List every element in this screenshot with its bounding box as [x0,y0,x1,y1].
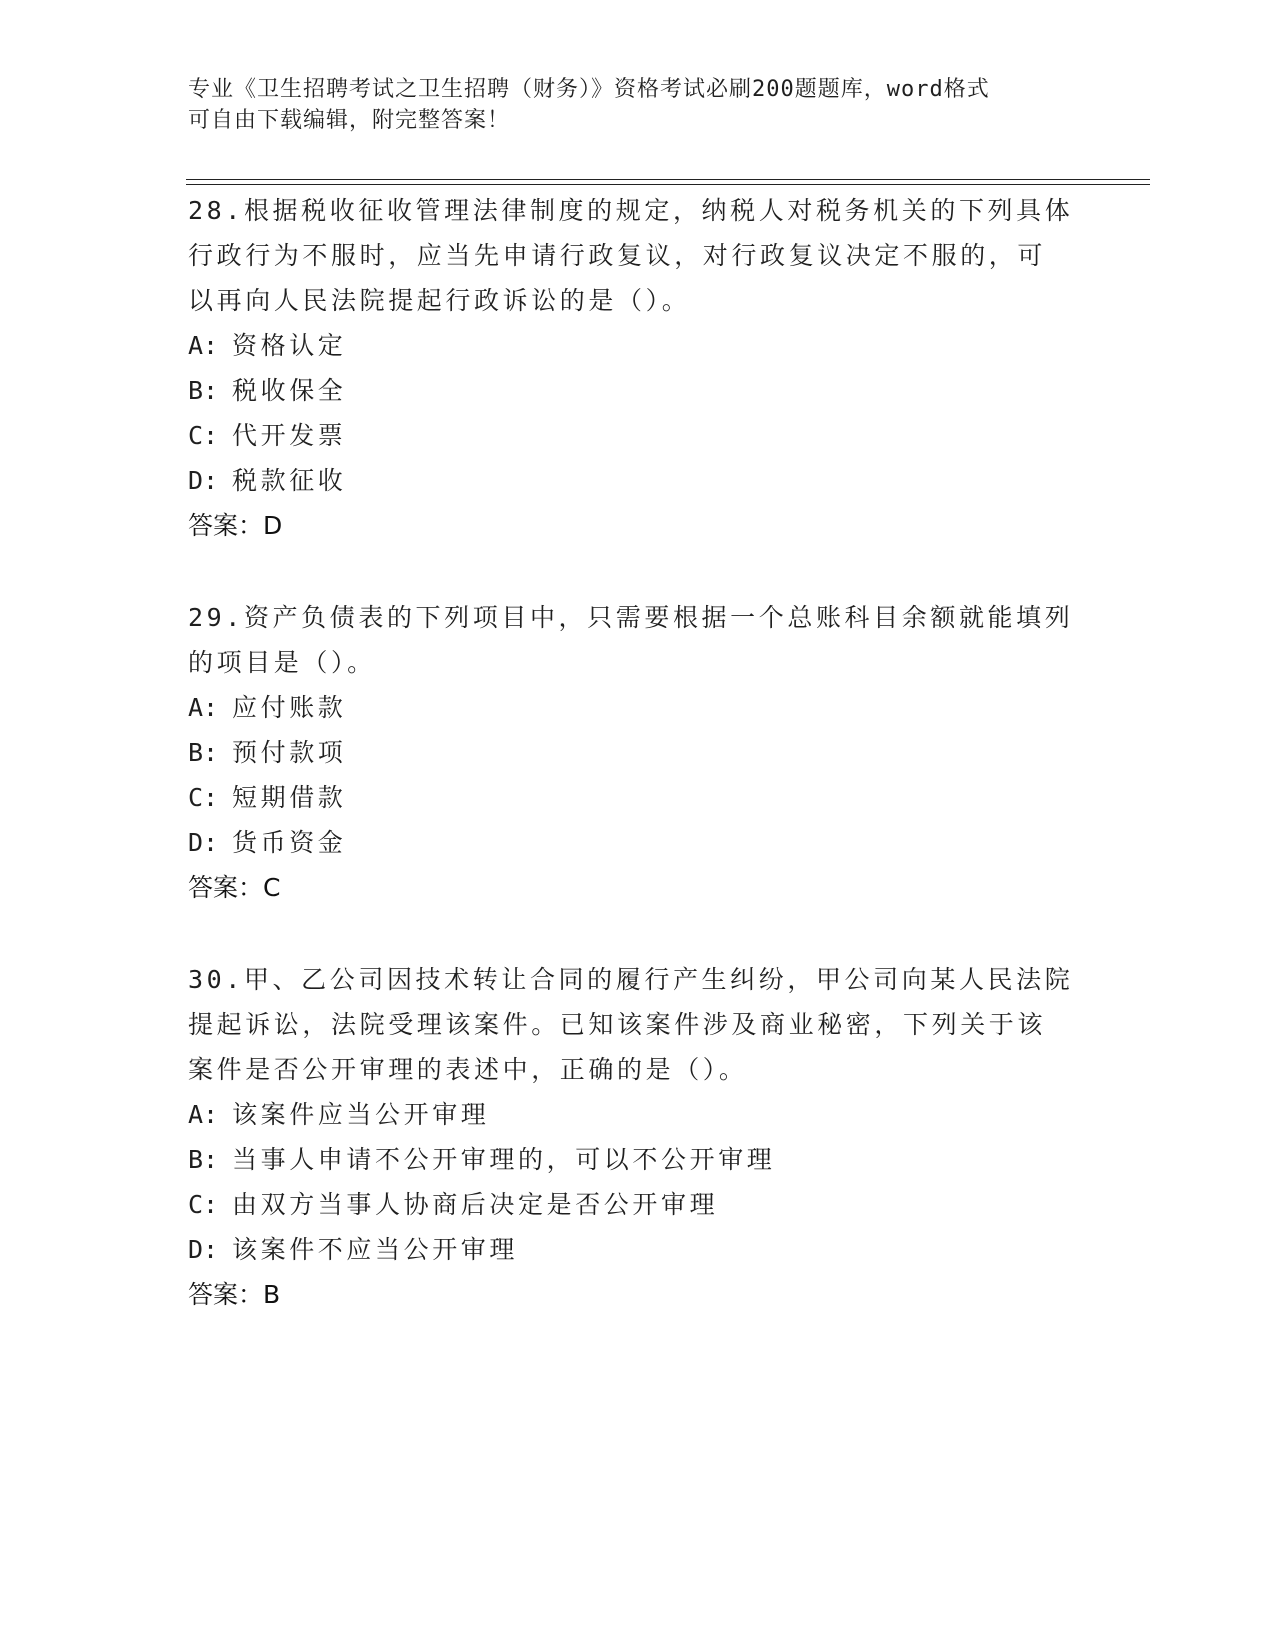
option-text: 代开发票 [232,421,347,450]
option-text: 预付款项 [232,738,347,767]
option-c [188,775,1088,820]
option-text: 应付账款 [232,693,347,722]
option-d [188,820,1088,865]
option-d [188,1227,1088,1272]
option-text: 货币资金 [232,828,347,857]
option-letter: A: [188,1100,219,1129]
answer-label: 答案：C [188,873,281,902]
option-b [188,1137,1088,1182]
answer-label: 答案：D [188,511,283,540]
option-b [188,368,1088,413]
option-text: 短期借款 [232,783,347,812]
option-b [188,730,1088,775]
option-letter: D: [188,1235,219,1264]
option-text: 税款征收 [232,466,347,495]
option-letter: A: [188,331,219,360]
question-stem-line: 29.资产负债表的下列项目中，只需要根据一个总账科目余额就能填列 [188,603,1074,632]
option-c [188,413,1088,458]
option-letter: C: [188,1190,219,1219]
option-letter: C: [188,783,219,812]
question-stem-line: 30.甲、乙公司因技术转让合同的履行产生纠纷，甲公司向某人民法院 [188,965,1074,994]
question-stem-line: 28.根据税收征收管理法律制度的规定，纳税人对税务机关的下列具体 [188,196,1074,225]
option-letter: A: [188,693,219,722]
header-title-line-1: 专业《卫生招聘考试之卫生招聘（财务）》资格考试必刷200题题库，word格式 [188,77,990,102]
option-text: 当事人申请不公开审理的，可以不公开审理 [232,1145,776,1174]
option-a [188,323,1088,368]
header-divider-bottom [186,184,1150,185]
header-title-line-2: 可自由下载编辑，附完整答案！ [188,108,511,133]
option-c [188,1182,1088,1227]
option-letter: C: [188,421,219,450]
question-28 [188,188,1088,548]
question-list [188,188,1088,1317]
option-text: 资格认定 [232,331,347,360]
option-d [188,458,1088,503]
question-spacer [188,910,1088,957]
question-30 [188,957,1088,1317]
answer-label: 答案：B [188,1280,281,1309]
question-stem-line: 案件是否公开审理的表述中，正确的是（）。 [188,1055,748,1084]
question-29 [188,595,1088,910]
option-a [188,1092,1088,1137]
option-letter: B: [188,738,219,767]
option-text: 该案件应当公开审理 [232,1100,490,1129]
question-stem-line: 行政行为不服时，应当先申请行政复议，对行政复议决定不服的，可 [188,241,1047,270]
option-text: 由双方当事人协商后决定是否公开审理 [232,1190,719,1219]
question-stem-line: 提起诉讼，法院受理该案件。已知该案件涉及商业秘密，下列关于该 [188,1010,1047,1039]
header-divider-top [186,179,1150,180]
option-text: 税收保全 [232,376,347,405]
option-letter: D: [188,466,219,495]
option-letter: B: [188,1145,219,1174]
question-stem-line: 以再向人民法院提起行政诉讼的是（）。 [188,286,691,315]
question-spacer [188,548,1088,595]
option-letter: B: [188,376,219,405]
option-a [188,685,1088,730]
option-text: 该案件不应当公开审理 [232,1235,519,1264]
option-letter: D: [188,828,219,857]
question-stem-line: 的项目是（）。 [188,648,376,677]
document-header [188,74,1088,136]
